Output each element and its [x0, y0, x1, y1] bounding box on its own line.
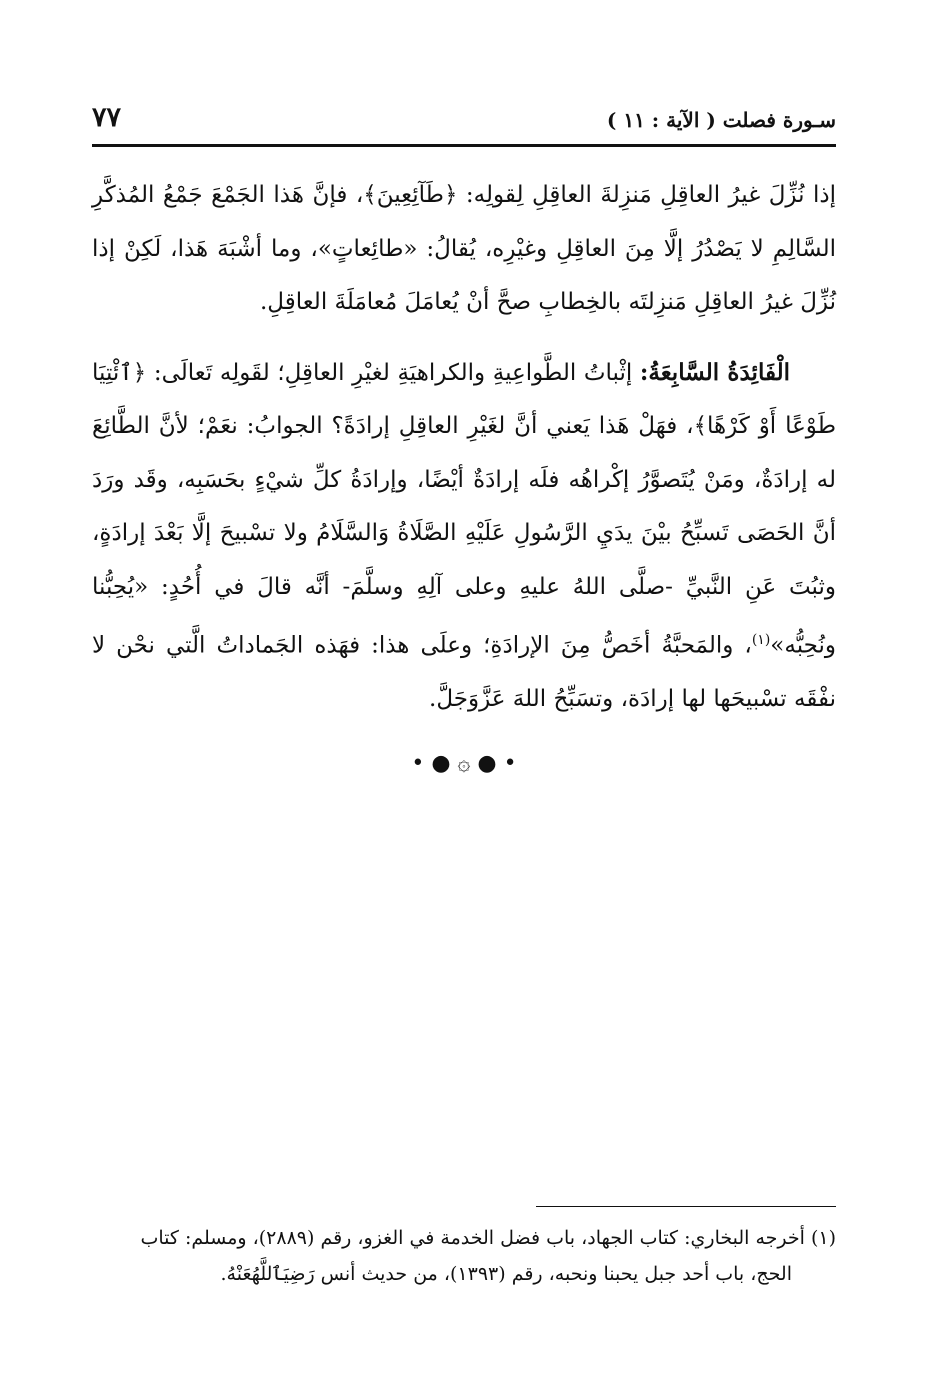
section-ornament: • ● ۞ ● • [411, 750, 517, 776]
footnote-marker: (١) [751, 632, 771, 648]
footnote [92, 1220, 836, 1292]
paragraph-2 [92, 346, 836, 727]
surah-title: سـورة فصلت ( الآية : ١١ ) [606, 108, 836, 132]
paragraph-1: إذا نُزِّلَ غيرُ العاقِلِ مَنزِلةَ العاقِلِ لِقولِه: ﴿طَآئِعِينَ﴾، فإنَّ هَذا الجَمْعَ جَمْعُ المُذكَّرِ السَّالِمِ لا يَصْدُرُ إلَّا مِنَ العاقِلِ وغيْرِه، يُقالُ: «طائِعاتٍ»، وما أشْبَهَ هَذا، لَكِنْ إذا نُزِّلَ غيرُ العاقِلِ مَنزِلتَه بالخِطابِ صحَّ أنْ يُعامَلَ مُعامَلَةَ العاقِلِ. [92, 182, 836, 315]
page-number: ٧٧ [92, 102, 122, 133]
paragraph-2-end: ، والمَحبَّةُ أخَصُّ مِنَ الإرادَةِ؛ وعلَى هذا: فهَذه الجَماداتُ الَّتي نحْن لا نفْقَه تسْبيحَها لها إرادَة، وتسَبِّحُ اللهَ عَزَّوَجَلَّ. [92, 632, 836, 713]
footnote-divider [536, 1206, 836, 1207]
paragraph-2-text: إثْباتُ الطَّواعِيةِ والكراهيَةِ لغيْرِ العاقِلِ؛ لقَولِه تَعالَى: ﴿ٱئْتِيَا طَوْعًا أَوْ كَرْهًا﴾، فهَلْ هَذا يَعني أنَّ لغَيْرِ العاقِلِ إرادَةً؟ الجوابُ: نعَمْ؛ لأنَّ الطَّائِعَ له إرادَةٌ، ومَنْ يُتَصوَّرُ إكْراهُه فلَه إرادَةٌ أيْضًا، وإرادَةُ كلِّ شيْءٍ بحَسَبِه، وقَد ورَدَ أنَّ الحَصَى تَسبِّحُ بيْنَ يدَيِ الرَّسُولِ عَلَيْهِ الصَّلَاةُ وَالسَّلَامُ ولا تسْبيحَ إلَّا بَعْدَ إرادَةٍ، وثبُتَ عَنِ النَّبيِّ -صلَّى اللهُ عليهِ وعلى آلِهِ وسلَّمَ- أنَّه قالَ في أُحُدٍ: «يُحِبُّنا ونُحِبُّه» [92, 359, 836, 659]
footnote-line-1: (١) أخرجه البخاري: كتاب الجهاد، باب فضل الخدمة في الغزو، رقم (٢٨٨٩)، ومسلم: كتاب [140, 1227, 836, 1249]
running-header [92, 100, 836, 147]
main-text [92, 169, 836, 790]
document-page [92, 100, 836, 1330]
benefit-heading: الْفَائِدَةُ السَّابِعَةُ: [639, 358, 790, 386]
footnote-line-2: الحج، باب أحد جبل يحبنا ونحبه، رقم (١٣٩٣)، من حديث أنس رَضِيَٱللَّهُعَنْهُ. [220, 1263, 792, 1285]
